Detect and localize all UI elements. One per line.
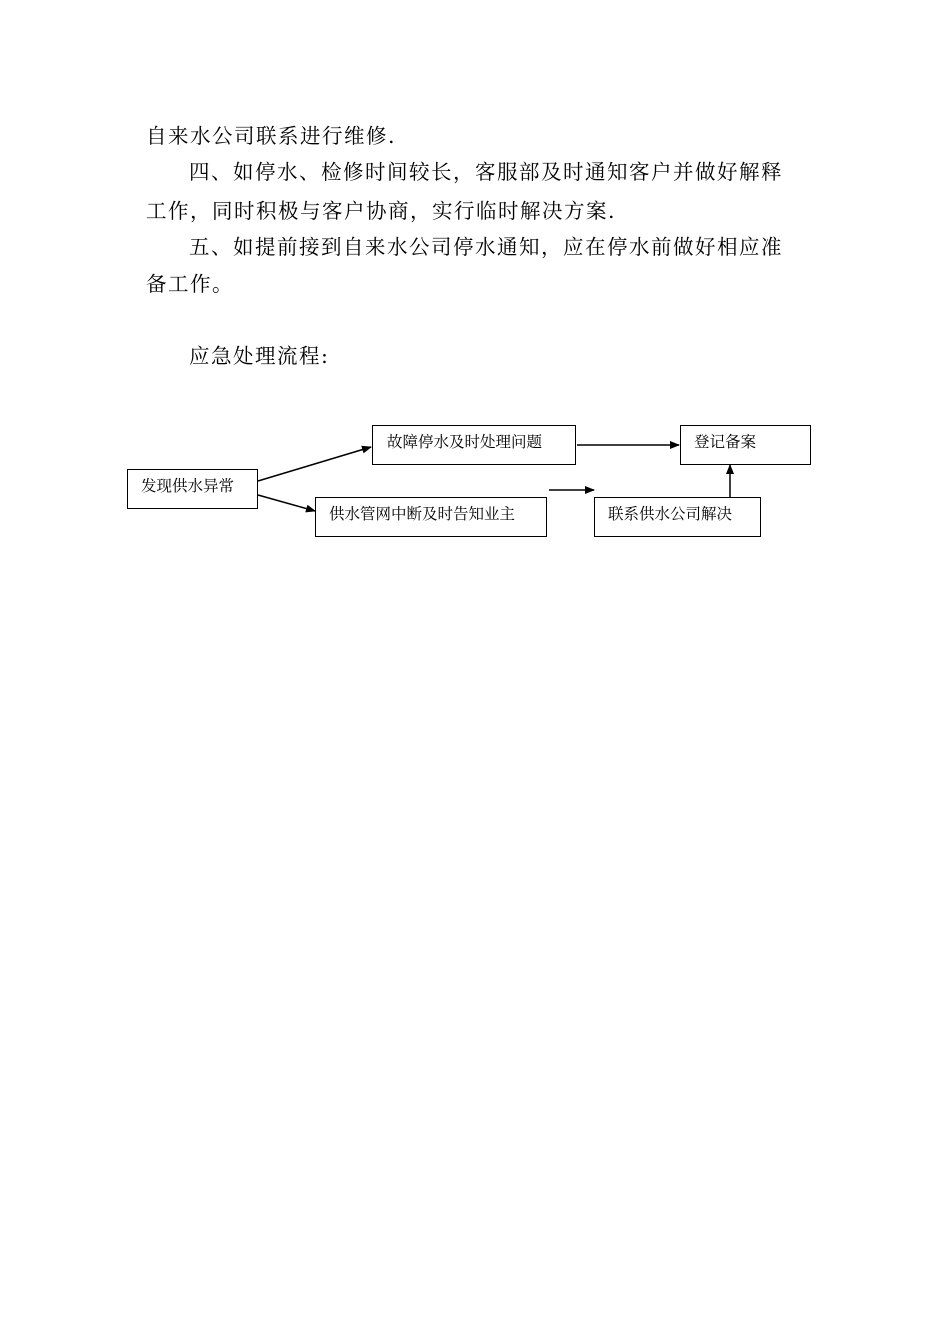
arrow-start-to-interrupt bbox=[258, 495, 315, 511]
paragraph-line: 工作，同时积极与客户协商，实行临时解决方案. bbox=[146, 199, 617, 223]
node-fault bbox=[372, 425, 576, 465]
node-interrupt bbox=[315, 497, 547, 537]
node-fault-label: 故障停水及时处理问题 bbox=[387, 433, 543, 451]
paragraph-line: 自来水公司联系进行维修. bbox=[146, 124, 397, 148]
node-record bbox=[680, 425, 811, 465]
node-start bbox=[127, 469, 258, 509]
paragraph-line: 五、如提前接到自来水公司停水通知，应在停水前做好相应准 bbox=[189, 235, 783, 259]
node-contact bbox=[594, 497, 761, 537]
arrow-start-to-fault bbox=[258, 447, 371, 481]
node-record-label: 登记备案 bbox=[694, 433, 757, 451]
section-heading: 应急处理流程: bbox=[189, 344, 330, 368]
node-interrupt-label: 供水管网中断及时告知业主 bbox=[329, 505, 516, 523]
node-contact-label: 联系供水公司解决 bbox=[608, 505, 733, 523]
node-start-label: 发现供水异常 bbox=[141, 477, 235, 495]
paragraph-line: 备工作。 bbox=[146, 272, 234, 296]
paragraph-line: 四、如停水、检修时间较长，客服部及时通知客户并做好解释 bbox=[189, 160, 783, 184]
